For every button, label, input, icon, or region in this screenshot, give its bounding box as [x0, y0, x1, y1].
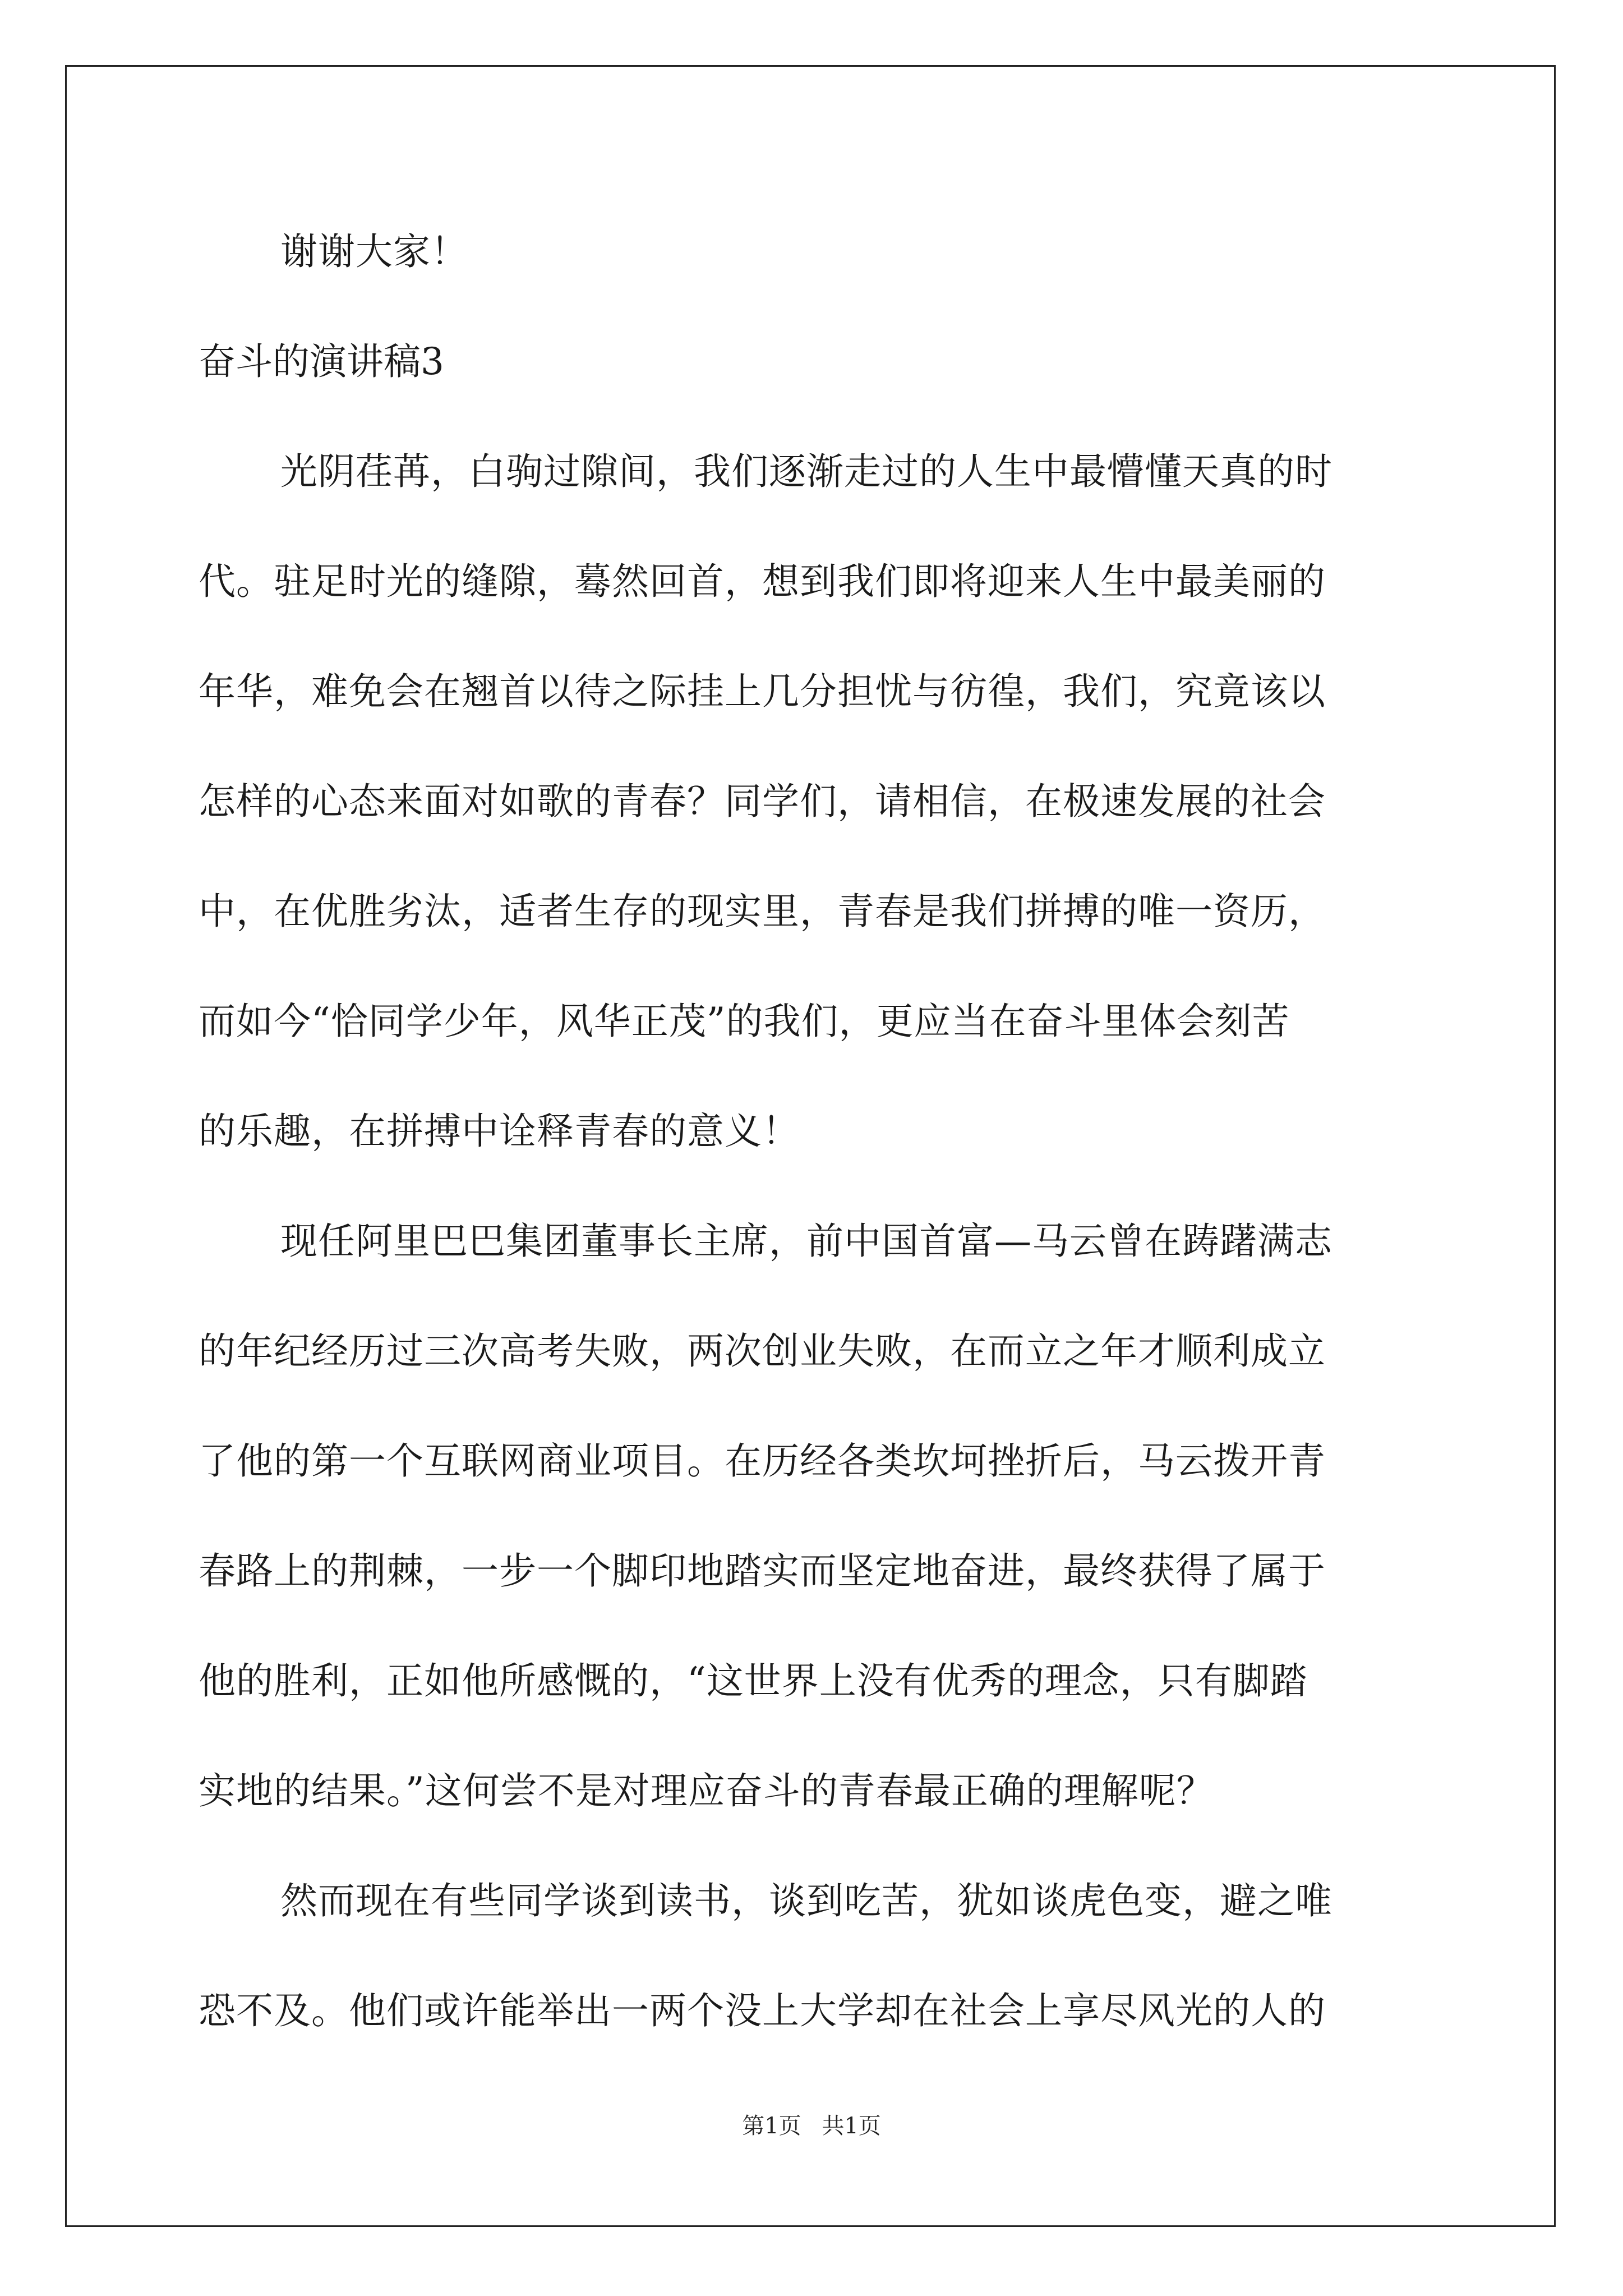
- paragraph-1-line-3: 年华，难免会在翘首以待之际挂上几分担忧与彷徨，我们，究竟该以: [199, 670, 1326, 713]
- paragraph-2-line-1: 现任阿里巴巴集团董事长主席，前中国首富—马云曾在踌躇满志: [280, 1220, 1332, 1263]
- page-footer: [0, 2109, 1623, 2143]
- paragraph-3-line-1: 然而现在有些同学谈到读书，谈到吃苦，犹如谈虎色变，避之唯: [280, 1879, 1332, 1922]
- paragraph-1-line-4: 怎样的心态来面对如歌的青春？同学们，请相信，在极速发展的社会: [199, 780, 1326, 823]
- section-title: 奋斗的演讲稿3: [199, 340, 444, 383]
- paragraph-2-line-5: 他的胜利，正如他所感慨的，“这世界上没有优秀的理念，只有脚踏: [199, 1659, 1308, 1703]
- paragraph-2-line-4: 春路上的荆棘，一步一个脚印地踏实而坚定地奋进，最终获得了属于: [199, 1549, 1326, 1593]
- page-number: 第1页: [742, 2113, 801, 2139]
- paragraph-2-line-2: 的年纪经历过三次高考失败，两次创业失败，在而立之年才顺利成立: [199, 1329, 1326, 1373]
- paragraph-1-line-6: 而如今“恰同学少年，风华正茂”的我们，更应当在奋斗里体会刻苦: [199, 1000, 1290, 1043]
- paragraph-2-line-3: 了他的第一个互联网商业项目。在历经各类坎坷挫折后，马云拨开青: [199, 1439, 1326, 1483]
- document-body: [199, 219, 1427, 2088]
- paragraph-1-line-5: 中，在优胜劣汰，适者生存的现实里，青春是我们拼搏的唯一资历，: [199, 890, 1326, 933]
- paragraph-3-line-2: 恐不及。他们或许能举出一两个没上大学却在社会上享尽风光的人的: [199, 1989, 1326, 2032]
- closing-line: 谢谢大家！: [280, 230, 468, 273]
- paragraph-1-line-2: 代。驻足时光的缝隙，蓦然回首，想到我们即将迎来人生中最美丽的: [199, 560, 1326, 603]
- paragraph-1-line-1: 光阴荏苒，白驹过隙间，我们逐渐走过的人生中最懵懂天真的时: [280, 450, 1332, 493]
- paragraph-1-line-7: 的乐趣，在拼搏中诠释青春的意义！: [199, 1110, 800, 1153]
- paragraph-2-line-6: 实地的结果。”这何尝不是对理应奋斗的青春最正确的理解呢？: [199, 1769, 1214, 1812]
- page-total: 共1页: [822, 2113, 881, 2139]
